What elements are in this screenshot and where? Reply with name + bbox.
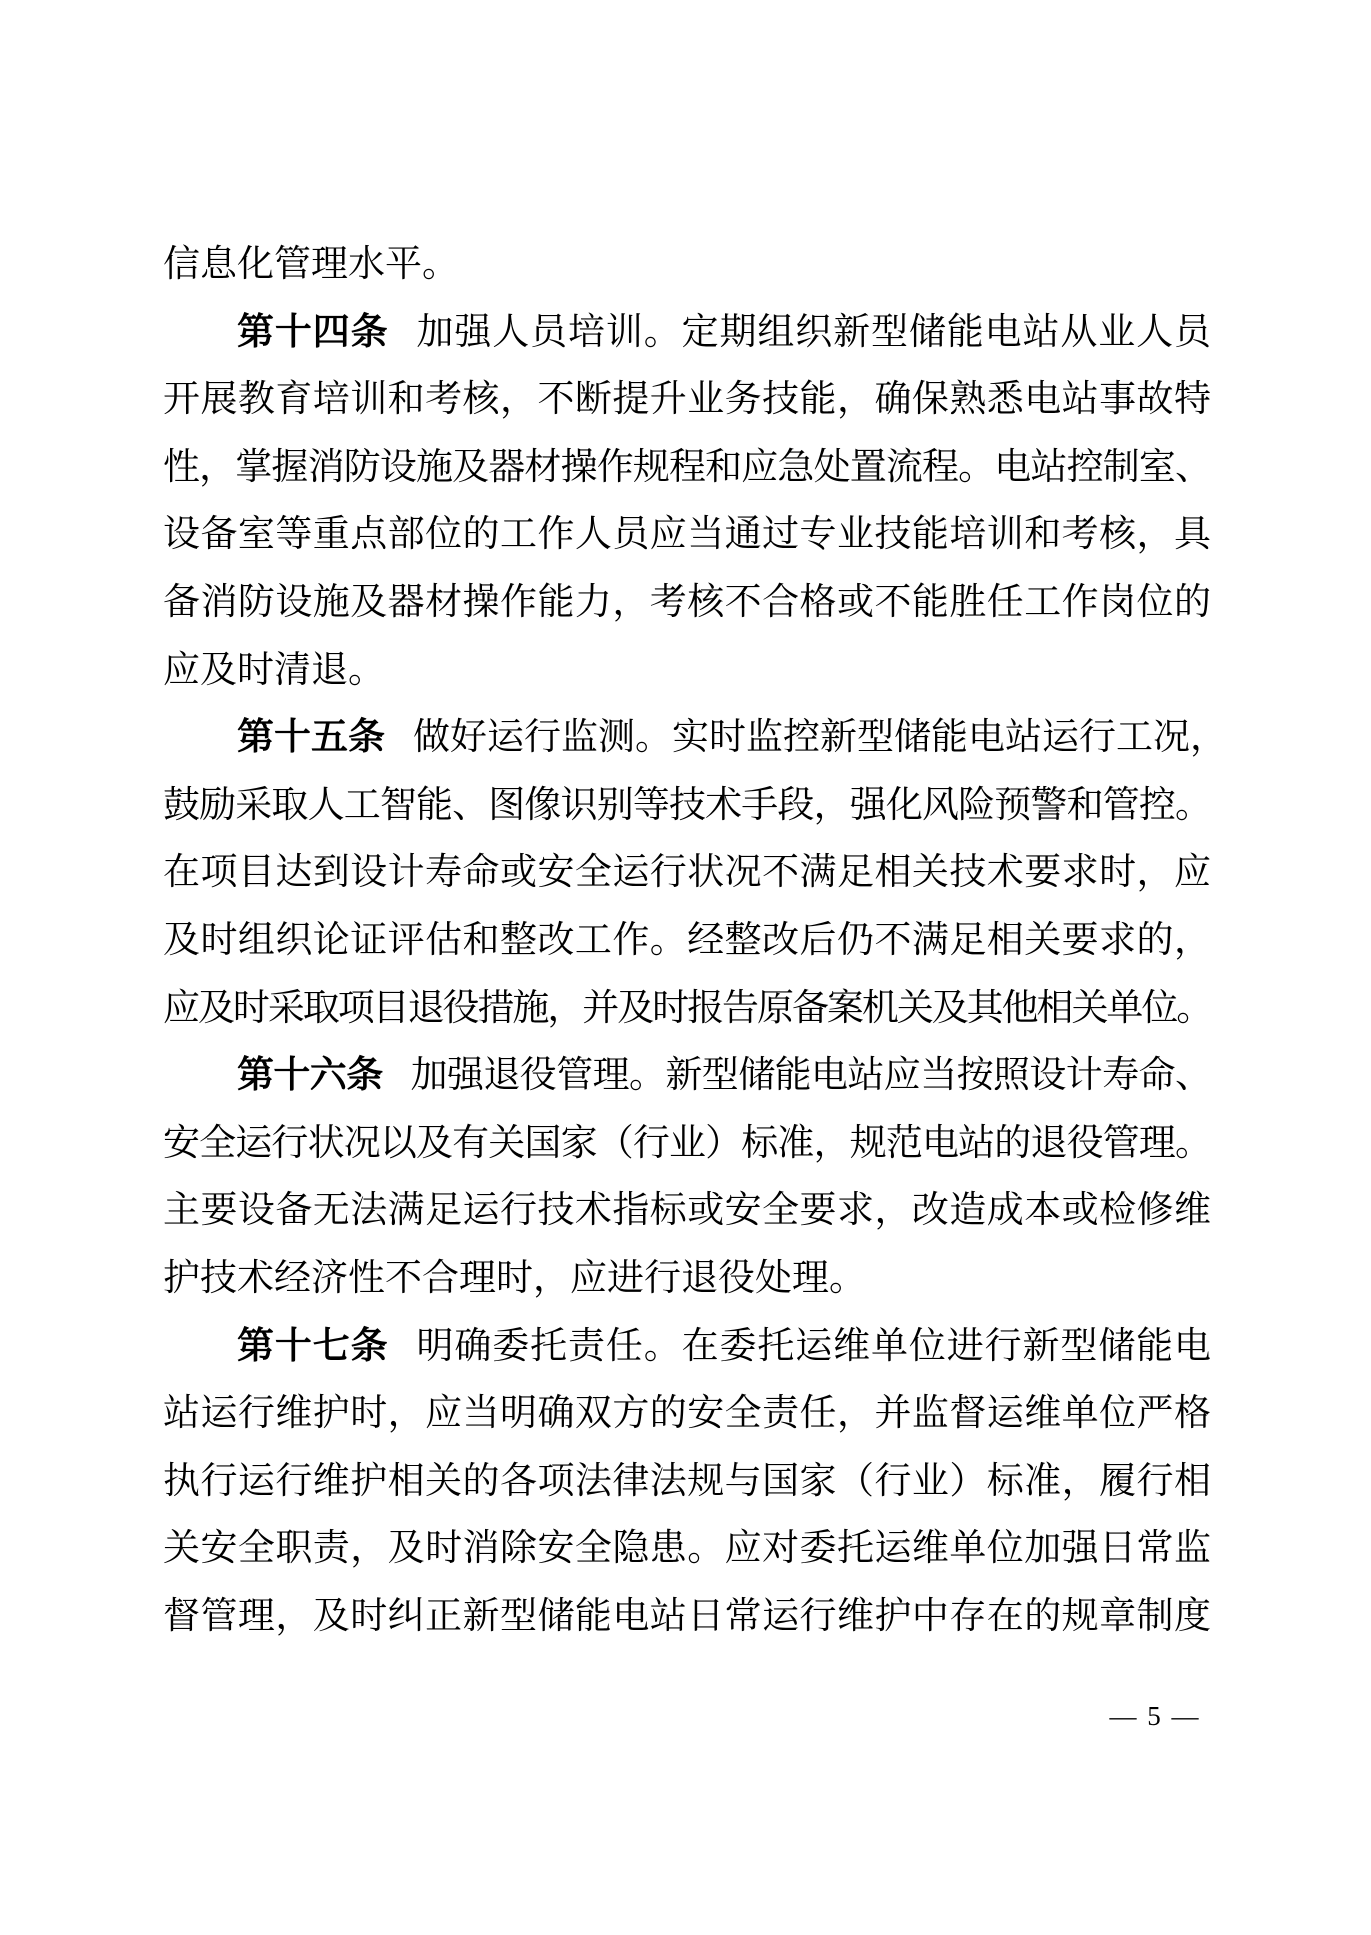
line-text: 执行运行维护相关的各项法律法规与国家（行业）标准，履行相 xyxy=(163,1460,1211,1502)
line-text: 性，掌握消防设施及器材操作规程和应急处置流程。电站控制室、 xyxy=(163,446,1211,488)
article-number: 第十五条 xyxy=(237,717,385,759)
article-number: 第十七条 xyxy=(237,1325,389,1367)
line-text: 安全运行状况以及有关国家（行业）标准，规范电站的退役管理。 xyxy=(163,1122,1211,1164)
line-text: 护技术经济性不合理时，应进行退役处理。 xyxy=(163,1257,866,1299)
article-number: 第十四条 xyxy=(237,311,389,353)
body-line xyxy=(163,1177,1211,1245)
body-line xyxy=(163,569,1211,637)
line-text: 站运行维护时，应当明确双方的安全责任，并监督运维单位严格 xyxy=(163,1393,1211,1435)
body-line xyxy=(163,434,1211,502)
body-line xyxy=(163,704,1227,772)
body-line xyxy=(163,772,1211,840)
line-text: 应及时清退。 xyxy=(163,649,385,691)
line-text: 信息化管理水平。 xyxy=(163,244,459,285)
line-text: 备消防设施及器材操作能力，考核不合格或不能胜任工作岗位的 xyxy=(163,581,1211,623)
body-line xyxy=(163,907,1211,975)
body-line xyxy=(163,231,1211,299)
line-text: 督管理，及时纠正新型储能电站日常运行维护中存在的规章制度 xyxy=(163,1595,1211,1637)
body-line xyxy=(163,975,1211,1043)
body-line xyxy=(163,501,1211,569)
body-line xyxy=(163,839,1211,907)
line-text: 明确委托责任。在委托运维单位进行新型储能电 xyxy=(416,1325,1211,1367)
line-text: 做好运行监测。实时监控新型储能电站运行工况， xyxy=(413,717,1227,759)
line-text: 鼓励采取人工智能、图像识别等技术手段，强化风险预警和管控。 xyxy=(163,784,1211,826)
body-line xyxy=(163,637,1211,705)
line-text: 应及时采取项目退役措施，并及时报告原备案机关及其他相关单位。 xyxy=(163,987,1211,1029)
line-text: 开展教育培训和考核，不断提升业务技能，确保熟悉电站事故特 xyxy=(163,379,1211,421)
line-text: 主要设备无法满足运行技术指标或安全要求，改造成本或检修维 xyxy=(163,1190,1211,1232)
line-text: 在项目达到设计寿命或安全运行状况不满足相关技术要求时，应 xyxy=(163,852,1211,894)
body-line xyxy=(163,1110,1211,1178)
line-text: 及时组织论证评估和整改工作。经整改后仍不满足相关要求的， xyxy=(163,919,1211,961)
body-line xyxy=(163,1380,1211,1448)
line-text: 关安全职责，及时消除安全隐患。应对委托运维单位加强日常监 xyxy=(163,1528,1211,1570)
body-line xyxy=(163,1583,1211,1651)
body-line xyxy=(163,299,1211,367)
body-line xyxy=(163,1313,1211,1381)
article-number: 第十六条 xyxy=(237,1055,383,1097)
body-line xyxy=(163,1245,1211,1313)
body-line xyxy=(163,1042,1211,1110)
body-line xyxy=(163,1515,1211,1583)
line-text: 加强退役管理。新型储能电站应当按照设计寿命、 xyxy=(410,1055,1212,1097)
line-text: 设备室等重点部位的工作人员应当通过专业技能培训和考核，具 xyxy=(163,514,1211,556)
page-number: — 5 — xyxy=(1109,1701,1201,1731)
body-line xyxy=(163,366,1211,434)
text-block xyxy=(163,231,1227,1650)
body-line xyxy=(163,1448,1211,1516)
line-text: 加强人员培训。定期组织新型储能电站从业人员 xyxy=(416,311,1211,353)
